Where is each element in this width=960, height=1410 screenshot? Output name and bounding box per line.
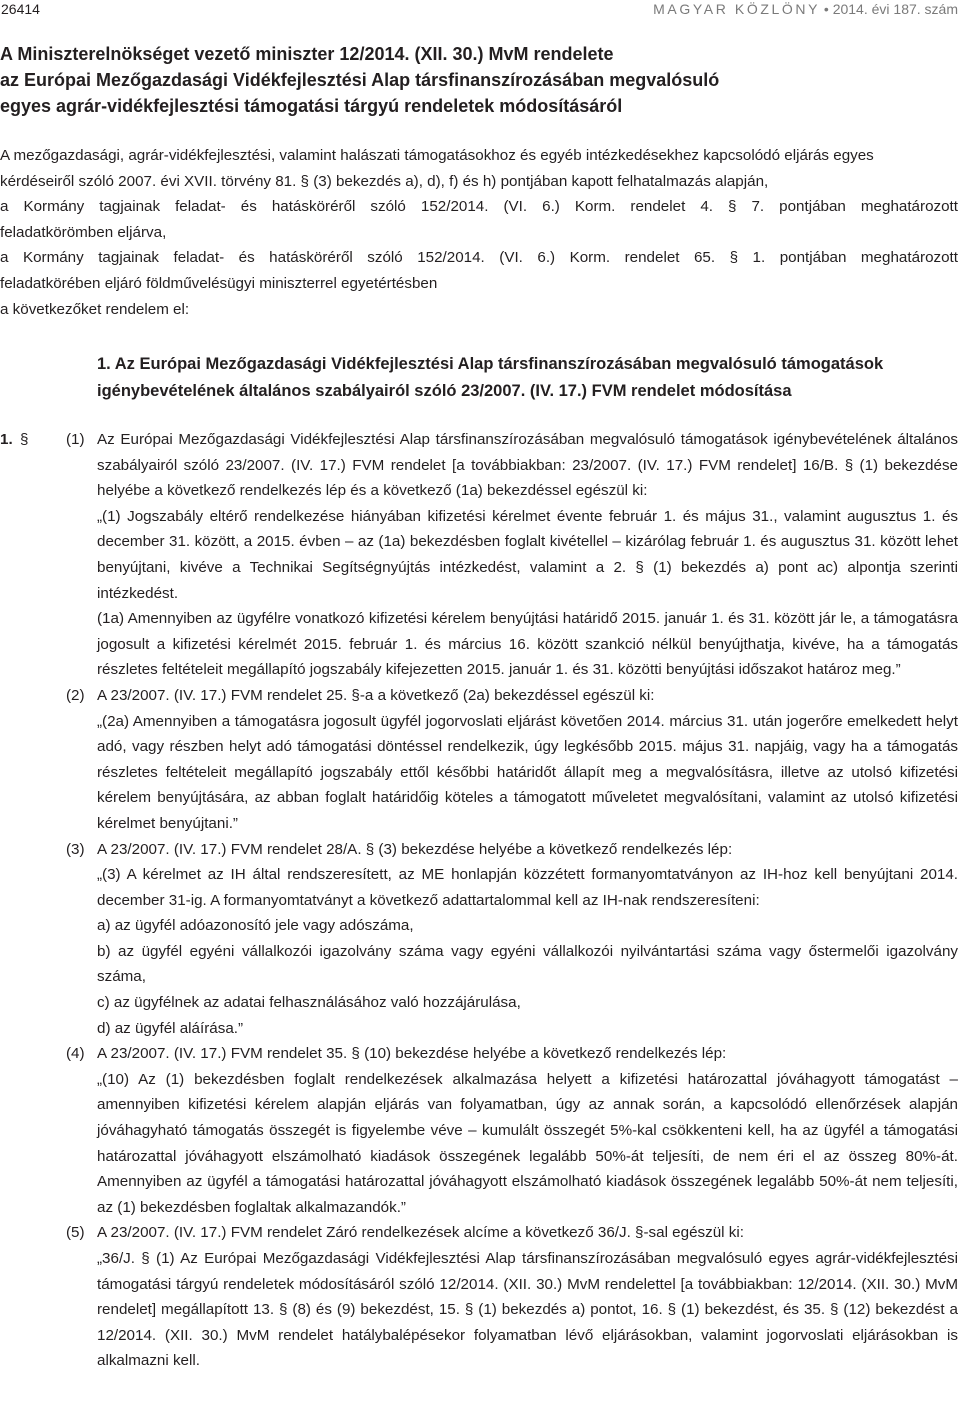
paragraph-1 [0, 427, 958, 1374]
body-text: A 23/2007. (IV. 17.) FVM rendelet 25. §-a a következő (2a) bekezdéssel egészül ki: [97, 686, 655, 704]
body-text: A 23/2007. (IV. 17.) FVM rendelet 35. § (10) bekezdése helyébe a következő rendelkezés lép: [97, 1045, 727, 1063]
quoted-text: „36/J. § (1) Az Európai Mezőgazdasági Vidékfejlesztési Alap társfinanszírozásában megvalósuló egyes agrár-vidékfejlesztési támogatási tárgyú rendeletek módosításáról szóló 12/2014. (XII. 30.) MvM rendelettel [a továbbiakban: 12/2014. (XII. 30.) MvM rendelet] megállapított 13. § (8) és (9) bekezdést, 15. § (1) bekezdés a) pontot, 16. § (1) bekezdést, és 35. § (12) bekezdést a 12/2014. (XII. 30.) MvM rendelet hatálybalépésekor folyamatban lévő eljárásokban, valamint jogorvoslati eljárásokban is alkalmazni kell. [97, 1250, 958, 1370]
quoted-text: „(1) Jogszabály eltérő rendelkezése hiányában kifizetési kérelmet évente február 1. és május 31., valamint augusztus 1. és december 31. között, a 2015. évben – az (1a) bekezdésben foglalt kivétellel – kizárólag február 1. és augusztus 31. között lehet benyújtani, kivéve a Technikai Segítségnyújtás intézkedést, valamint a 2. § (1) bekezdés a) pont ac) alpontja szerinti intézkedést. [97, 507, 958, 602]
title-line: az Európai Mezőgazdasági Vidékfejlesztési Alap társfinanszírozásában megvalósuló [0, 70, 720, 90]
subsection-body [97, 1041, 958, 1220]
section-sign: § [20, 431, 29, 448]
decree-title [0, 41, 900, 119]
subsection-body [97, 427, 958, 683]
page-number: 26414 [1, 1, 40, 17]
journal-issue: • 2014. évi 187. szám [820, 1, 958, 17]
journal-name: MAGYAR KÖZLÖNY [653, 1, 821, 17]
list-item: b) az ügyfél egyéni vállalkozói igazolvány száma vagy egyéni vállalkozói nyilvántartási száma vagy őstermelői igazolvány száma, [97, 942, 958, 986]
list-item: a) az ügyfél adóazonosító jele vagy adószáma, [97, 917, 414, 935]
quoted-text: „(3) A kérelmet az IH által rendszeresített, az ME honlapján közzétett formanyomtatványon az IH-hoz kell benyújtani 2014. december 31-ig. A formanyomtatványt a következő adattartalommal kell az IH-nak rendszeresíteni: [97, 866, 958, 909]
quoted-text: „(10) Az (1) bekezdésben foglalt rendelkezések alkalmazása helyett a kifizetési határozattal jóváhagyott támogatást – amennyiben kifizetési kérelem alapján eljárás van folyamatban, úgy az annak során, a kapcsolódó ellenőrzések alapján jóváhagyható támogatás összegét is figyelembe véve – kumulált összegét 5%-kal csökkenteni kell, ha az ügyfél a támogatási határozattal jóváhagyott elszámolható kiadások összegének legalább 50%-át teljesíti, de nem éri el az összeg 80%-át. Amennyiben az ügyfél a támogatási határozattal jóváhagyott elszámolható kiadások összegének legalább 50%-át nem teljesíti, az (1) bekezdésben foglaltak alkalmazandók.” [97, 1070, 958, 1216]
body-text: A 23/2007. (IV. 17.) FVM rendelet 28/A. § (3) bekezdése helyébe a következő rendelkezés lép: [97, 840, 733, 858]
subsection-5 [0, 1220, 958, 1374]
subsection-label: (1) [66, 431, 85, 448]
preamble-line: feladatkörömben eljárva, [0, 223, 167, 241]
body-text: Az Európai Mezőgazdasági Vidékfejlesztési Alap társfinanszírozásában megvalósuló támogatások igénybevételének általános szabályairól szóló 23/2007. (IV. 17.) FVM rendelet [a továbbiakban: 23/2007. (IV. 17.) FVM rendelet] 16/B. § (1) bekezdése helyébe a következő rendelkezés lép és a következő (1a) bekezdéssel egészül ki: [97, 431, 958, 500]
quoted-text: „(2a) Amennyiben a támogatásra jogosult ügyfél jogorvoslati eljárást követően 2014. március 31. után jogerőre emelkedett helyt adó, vagy részben helyt adó támogatási döntéssel rendelkezik, úgy legkésőbb 2015. május 31. napjáig, vagy ha a támogatás részletes feltételeit megállapító jogszabály ettől későbbi határidőt állapít meg a megvalósításra, illetve az utolsó kifizetési kérelem benyújtására, az abban foglalt határidőig köteles a támogatott műveletet megvalósítani, valamint az utolsó kifizetési kérelmet benyújtani.” [97, 712, 958, 832]
list-item: d) az ügyfél aláírása.” [97, 1019, 244, 1037]
subsection-1 [0, 427, 958, 683]
quoted-text: (1a) Amennyiben az ügyfélre vonatkozó kifizetési kérelem benyújtási határidő 2015. január 1. és 31. között jár le, a támogatásra jogosult a kifizetési kérelmét 2015. február 1. és március 16. között szankció nélkül benyújthatja, kivéve, ha a támogatás részletes feltételeit megállapító jogszabály kifejezetten 2015. január 1. és 31. közötti benyújtási időszakot határoz meg.” [97, 610, 958, 679]
preamble-line: a Kormány tagjainak feladat- és hatásköréről szóló 152/2014. (VI. 6.) Korm. rendelet 65. § 1. pontjában meghatározott [0, 249, 958, 267]
page-header [0, 0, 960, 19]
title-line: egyes agrár-vidékfejlesztési támogatási tárgyú rendeletek módosításáról [0, 96, 623, 116]
subsection-body [97, 837, 958, 1042]
preamble-line: feladatkörében eljáró földművelésügyi miniszterrel egyetértésben [0, 274, 438, 292]
preamble-line: a Kormány tagjainak feladat- és hatásköréről szóló 152/2014. (VI. 6.) Korm. rendelet 4. § 7. pontjában meghatározott [0, 198, 958, 216]
preamble-line: A mezőgazdasági, agrár-vidékfejlesztési, valamint halászati támogatásokhoz és egyéb intézkedésekhez kapcsolódó eljárás egyes [0, 147, 874, 164]
body-text: A 23/2007. (IV. 17.) FVM rendelet Záró rendelkezések alcíme a következő 36/J. §-sal egészül ki: [97, 1224, 744, 1242]
preamble [0, 143, 958, 322]
subsection-label: (4) [66, 1045, 85, 1063]
title-line: A Miniszterelnökséget vezető miniszter 12/2014. (XII. 30.) MvM rendelete [0, 44, 614, 64]
section-heading: 1. Az Európai Mezőgazdasági Vidékfejlesztési Alap társfinanszírozásában megvalósuló támogatások igénybevételének általános szabályairól szóló 23/2007. (IV. 17.) FVM rendelet módosítása [97, 355, 884, 400]
journal-running-head [653, 0, 958, 23]
subsection-body [97, 1220, 958, 1374]
preamble-line: a következőket rendelem el: [0, 300, 190, 318]
subsection-3 [0, 837, 958, 1042]
list-item: c) az ügyfélnek az adatai felhasználásához való hozzájárulása, [97, 994, 521, 1012]
subsection-4 [0, 1041, 958, 1220]
subsection-label: (2) [66, 686, 85, 704]
subsection-body [97, 683, 958, 837]
subsection-label: (3) [66, 840, 85, 858]
preamble-line: kérdéseiről szóló 2007. évi XVII. törvény 81. § (3) bekezdés a), d), f) és h) pontjában kapott felhatalmazás alapján, [0, 172, 769, 190]
subsection-2 [0, 683, 958, 837]
paragraph-number: 1. [0, 431, 13, 448]
subsection-label: (5) [66, 1224, 85, 1242]
